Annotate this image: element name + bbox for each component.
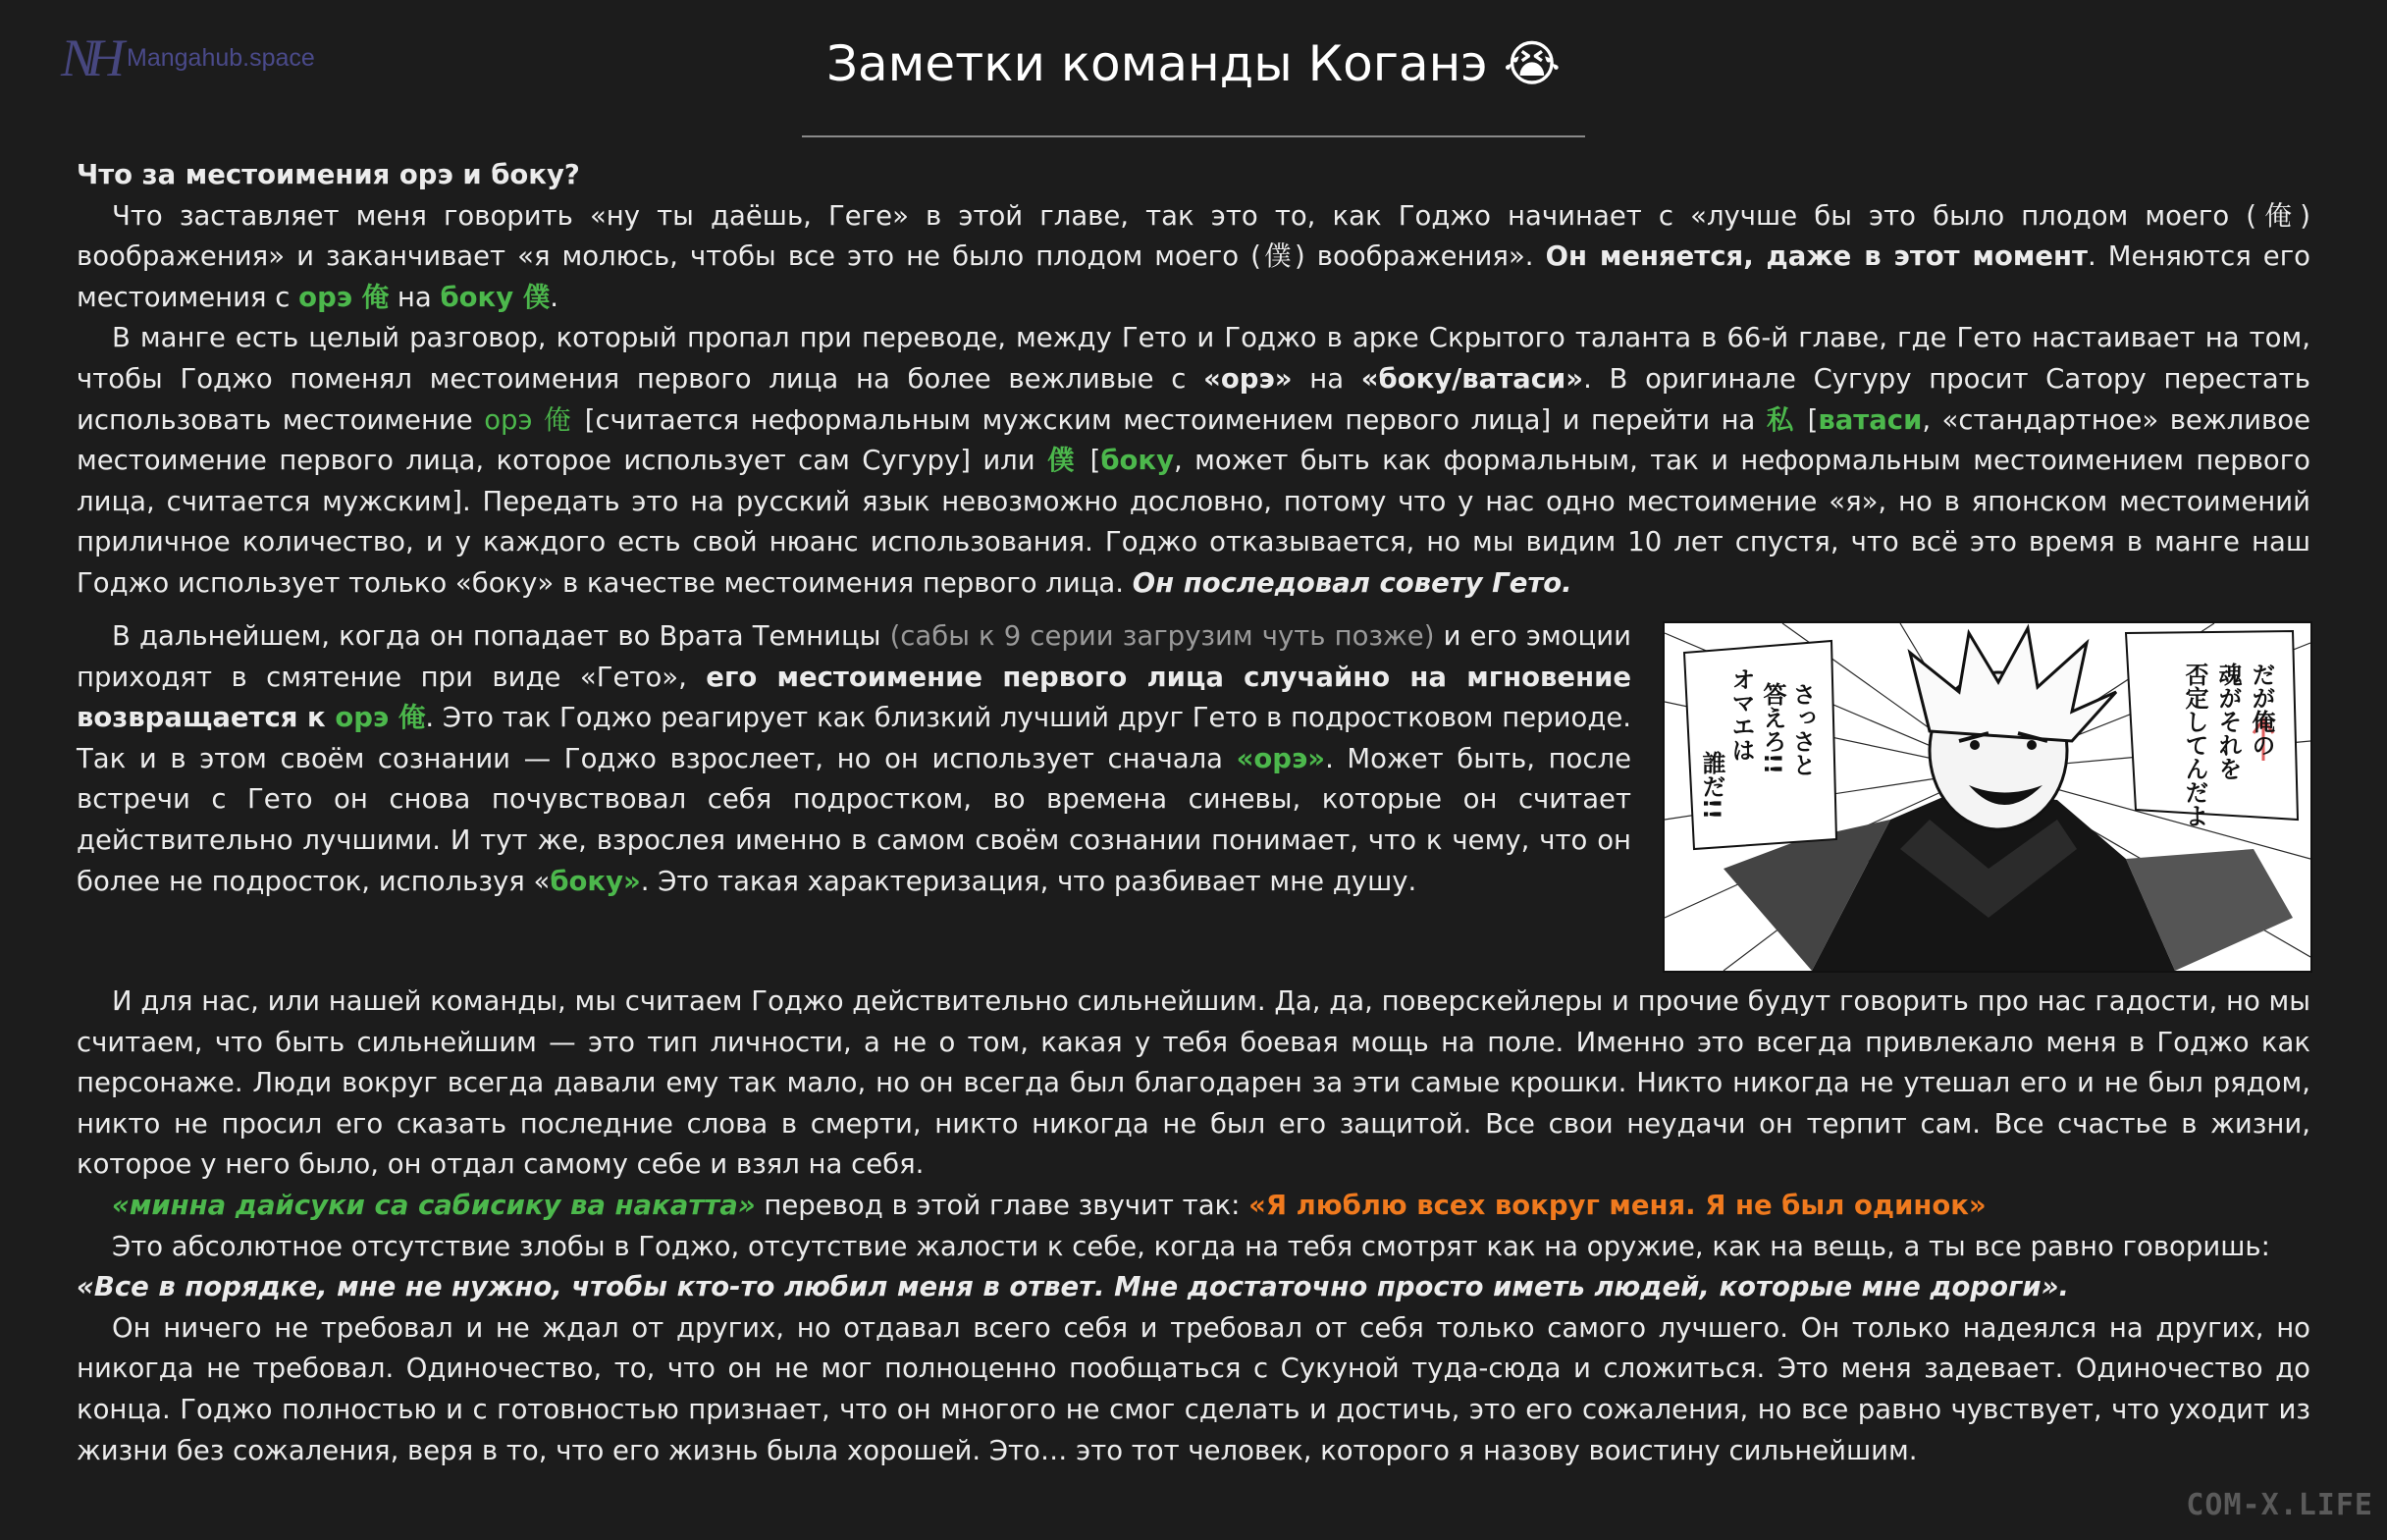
paragraph-1: Что заставляет меня говорить «ну ты даёшь, Геге» в этой главе, так это то, как Годжо начинает с «лучше бы это было плодом моего (俺) воображения» и заканчивает «я молюсь, чтобы все это не было плодом моего (僕) воображения». Он меняется, даже в этот момент. Меняются его местоимения с орэ 俺 на боку 僕.	[77, 199, 2310, 313]
bubble-right-line-3: 否定してんだよ	[2181, 663, 2208, 827]
section-gates	[77, 616, 1631, 902]
subtitle-note: (сабы к 9 серии загрузим чуть позже)	[889, 620, 1435, 652]
mangahub-logo-icon: NH	[61, 28, 116, 87]
japanese-quote: «минна дайсуки са сабисику ва накатта»	[112, 1189, 756, 1221]
bubble-left-line-4: 誰だ!!	[1698, 751, 1725, 820]
page-title: Заметки команды Коганэ 😭	[825, 35, 1562, 92]
emphasis-text: его местоимение первого лица случайно на мгновение возвращается к	[77, 661, 1631, 734]
pronoun-ore: орэ 俺	[335, 702, 426, 734]
manga-panel-image	[1663, 621, 2312, 973]
emphasis-quote: «Все в порядке, мне не нужно, чтобы кто-то любил меня в ответ. Мне достаточно просто иметь людей, которые мне дороги».	[77, 1271, 2069, 1303]
paragraph-6: Это абсолютное отсутствие злобы в Годжо, отсутствие жалости к себе, когда на тебя смотрят как на оружие, как на вещь, а ты все равно говоришь:	[112, 1230, 2270, 1262]
pronoun-quote: «боку/ватаси»	[1360, 362, 1584, 395]
bubble-left-line-2: 答えろ!!	[1759, 682, 1786, 774]
comx-watermark: COM-X.LIFE	[2186, 1488, 2373, 1522]
bubble-right-line-2: 魂がそれを	[2214, 663, 2242, 780]
pronoun-boku: боку»	[550, 865, 641, 897]
section-heading: Что за местоимения орэ и боку?	[77, 159, 580, 190]
paragraph-2: В манге есть целый разговор, который пропал при переводе, между Гето и Годжо в арке Скрытого таланта в 66-й главе, где Гето настаивает на том, чтобы Годжо поменял местоимения первого лица на более вежливые с «орэ» на «боку/ватаси». В оригинале Сугуру просит Сатору перестать использовать местоимение орэ 俺 [считается неформальным мужским местоимением первого лица] и перейти на 私 [ватаси, «стандартное» вежливое местоимение первого лица, которое использует сам Сугуру] или 僕 [боку, может быть как формальным, так и неформальным местоимением первого лица, считается мужским]. Передать это на русский язык невозможно дословно, потому что у нас одно местоимение «я», но в японском местоимений приличное количество, и у каждого есть свой нюанс использования. Годжо отказывается, но мы видим 10 лет спустя, что всё это время в манге наш Годжо использует только «боку» в качестве местоимения первого лица. Он последовал совету Гето.	[77, 322, 2311, 599]
bubble-left-line-1: さっさと	[1788, 682, 1816, 776]
paragraph-5: «минна дайсуки са сабисику ва накатта» перевод в этой главе звучит так: «Я люблю всех вокруг меня. Я не был одинок»	[112, 1189, 1987, 1221]
pronoun-ore: орэ 俺	[484, 403, 574, 436]
paragraph-7: Он ничего не требовал и не ждал от других, но отдавал всего себя и требовал от себя только самого лучшего. Он только надеялся на других, но никогда не требовал. Одиночество, то, что он не мог полноценно пообщаться с Сукуной туда-сюда и сложиться. Это меня задевает. Одиночество до конца. Годжо полностью и с готовностью признает, что он многого не смог сделать и достичь, это его сожаления, но все равно чувствует, что уходит из жизни без сожаления, веря в то, что его жизнь была хорошей. Это… это тот человек, которого я назову воистину сильнейшим.	[77, 1311, 2310, 1466]
bubble-left-line-3: オマエは	[1727, 667, 1755, 762]
title-divider	[802, 135, 1585, 137]
pronoun-watashi: ватаси	[1818, 403, 1923, 436]
pronoun-boku-kanji: 僕	[1047, 445, 1079, 477]
pronoun-boku: боку 僕	[440, 281, 551, 313]
emphasis-text: Он последовал совету Гето.	[1132, 566, 1572, 599]
section-strongest	[77, 982, 2310, 1471]
emphasis-text: Он меняется, даже в этот момент	[1545, 240, 2088, 273]
pronoun-watashi-kanji: 私	[1766, 403, 1797, 436]
site-watermark-label: Mangahub.space	[127, 43, 315, 72]
pronoun-ore: орэ 俺	[298, 281, 390, 313]
translation-quote: «Я люблю всех вокруг меня. Я не был одинок»	[1248, 1189, 1987, 1221]
pronoun-quote: «орэ»	[1203, 362, 1293, 395]
paragraph-4: И для нас, или нашей команды, мы считаем Годжо действительно сильнейшим. Да, да, поверскейлеры и прочие будут говорить про нас гадости, но мы считаем, что быть сильнейшим — это тип личности, а не о том, какая у тебя боевая мощь на поле. Именно это всегда привлекало меня в Годжо как персонаже. Люди вокруг всегда давали ему так мало, но он всегда был благодарен за эти самые крошки. Никто никогда не утешал его и не был рядом, никто не просил его сказать последние слова в смерти, никто никогда не был его защитой. Все свои неудачи он терпит сам. Все счастье в жизни, которое у него было, он отдал самому себе и взял на себя.	[77, 985, 2310, 1181]
pronoun-boku: боку	[1100, 445, 1174, 477]
section-pronouns	[77, 155, 2310, 605]
paragraph-3: В дальнейшем, когда он попадает во Врата Темницы (сабы к 9 серии загрузим чуть позже) и его эмоции приходят в смятение при виде «Гето», его местоимение первого лица случайно на мгновение возвращается к орэ 俺. Это так Годжо реагирует как близкий лучший друг Гето в подростковом периоде. Так и в этом своём сознании — Годжо взрослеет, но он использует сначала «орэ». Может быть, после встречи с Гето он снова почувствовал себя подростком, во времена синевы, которые он считает действительно лучшими. И тут же, взрослея именно в самом своём сознании понимает, что к чему, что он более не подросток, используя «боку». Это такая характеризация, что разбивает мне душу.	[77, 620, 1631, 897]
pronoun-ore: «орэ»	[1236, 742, 1326, 774]
bubble-right-line-1: だが俺の	[2248, 663, 2275, 757]
manga-illustration	[1665, 623, 2310, 971]
